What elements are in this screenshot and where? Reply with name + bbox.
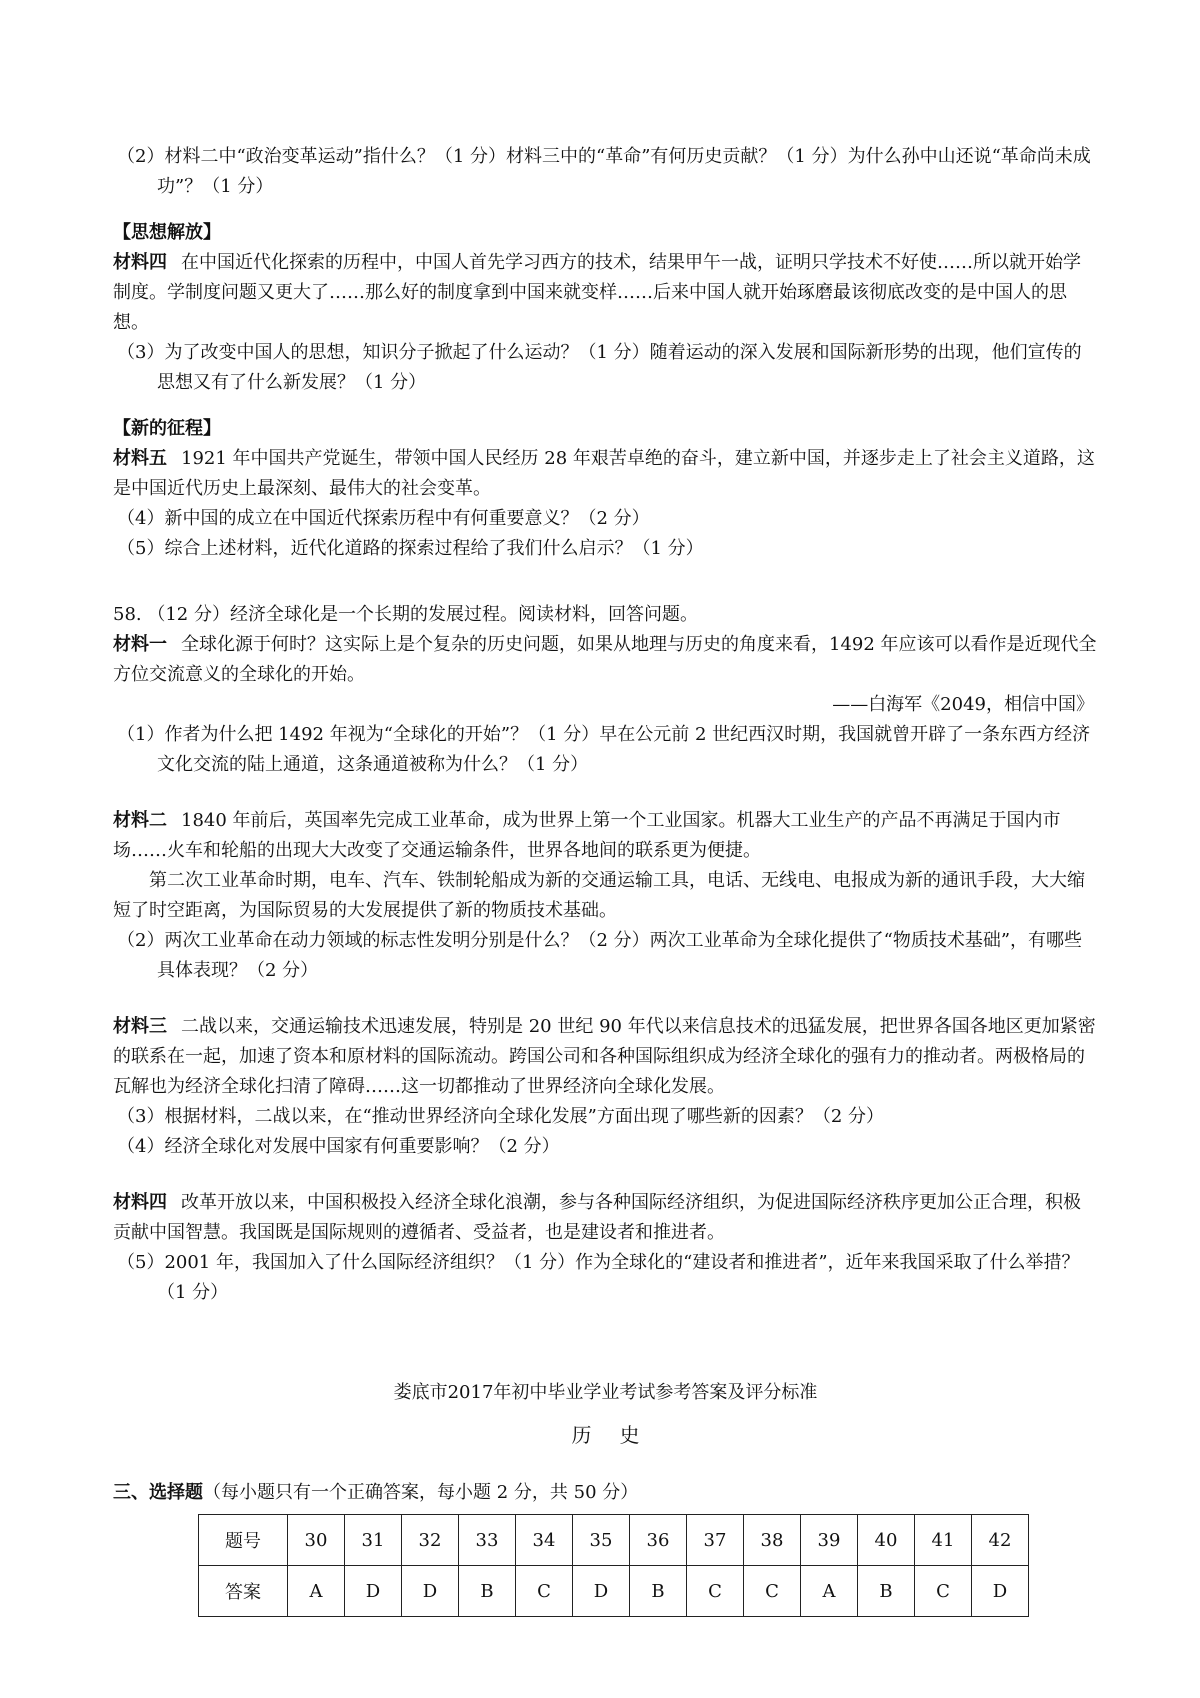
answer-cell: C: [744, 1566, 801, 1617]
material-text: 在中国近代化探索的历程中，中国人首先学习西方的技术，结果甲午一战，证明只学技术不好使……所以就开始学制度。学制度问题又更大了……那么好的制度拿到中国来就变样……后来中国人就开始琢磨最该彻底改变的是中国人的思想。: [113, 252, 1081, 333]
material-5: [113, 444, 1098, 504]
material-text: 全球化源于何时？这实际上是个复杂的历史问题，如果从地理与历史的角度来看，1492 年应该可以看作是近现代全方位交流意义的全球化的开始。: [113, 634, 1097, 685]
q57-question-4: （4）新中国的成立在中国近代探索历程中有何重要意义？（2 分）: [117, 508, 650, 529]
answer-cell: C: [687, 1566, 744, 1617]
answer-cell: D: [972, 1566, 1029, 1617]
material-4: [113, 248, 1098, 338]
question-number-cell: 40: [858, 1515, 915, 1566]
material-label: 材料四: [113, 252, 167, 273]
question-number-cell: 30: [288, 1515, 345, 1566]
q58-material-4: [113, 1188, 1098, 1248]
material-text: 二战以来，交通运输技术迅速发展，特别是 20 世纪 90 年代以来信息技术的迅猛发展，把世界各国各地区更加紧密的联系在一起，加速了资本和原材料的国际流动。跨国公司和各种国际组织成为经济全球化的强有力的推动者。两极格局的瓦解也为经济全球化扫清了障碍……这一切都推动了世界经济向全球化发展。: [113, 1016, 1096, 1097]
material-label: 材料五: [113, 448, 167, 469]
answer-cell: D: [402, 1566, 459, 1617]
q58-question-5: （5）2001 年，我国加入了什么国际经济组织？（1 分）作为全球化的“建设者和推进者”，近年来我国采取了什么举措？（1 分）: [117, 1252, 1080, 1303]
answer-cell: D: [345, 1566, 402, 1617]
material-label: 材料一: [113, 634, 167, 655]
q58-material-1: [113, 630, 1098, 690]
material-source: ——白海军《2049，相信中国》: [832, 694, 1094, 715]
answer-row: [199, 1566, 1029, 1617]
answer-cell: B: [630, 1566, 687, 1617]
page-content: [113, 142, 1098, 1617]
material-text: 1840 年前后，英国率先完成工业革命，成为世界上第一个工业国家。机器大工业生产的产品不再满足于国内市场……火车和轮船的出现大大改变了交通运输条件，世界各地间的联系更为便捷。: [113, 810, 1061, 861]
section-note: （每小题只有一个正确答案，每小题 2 分，共 50 分）: [203, 1482, 639, 1503]
answer-cell: B: [459, 1566, 516, 1617]
q58-question-1: （1）作者为什么把 1492 年视为“全球化的开始”？（1 分）早在公元前 2 世纪西汉时期，我国就曾开辟了一条东西方经济文化交流的陆上通道，这条通道被称为什么？（1 分）: [117, 724, 1091, 775]
answer-key-title: 娄底市2017年初中毕业学业考试参考答案及评分标准: [393, 1382, 818, 1403]
question-number-cell: 37: [687, 1515, 744, 1566]
question-number-cell: 36: [630, 1515, 687, 1566]
row-header-number: 题号: [199, 1515, 288, 1566]
question-number-cell: 34: [516, 1515, 573, 1566]
q58-material-3: [113, 1012, 1098, 1102]
question-number-row: [199, 1515, 1029, 1566]
material-label: 材料四: [113, 1192, 167, 1213]
row-header-answer: 答案: [199, 1566, 288, 1617]
section-label: 三、选择题: [113, 1482, 203, 1503]
question-number-cell: 35: [573, 1515, 630, 1566]
section-heading-sixiang: 【思想解放】: [113, 222, 221, 243]
material-text: 1921 年中国共产党诞生，带领中国人民经历 28 年艰苦卓绝的奋斗，建立新中国，并逐步走上了社会主义道路，这是中国近代历史上最深刻、最伟大的社会变革。: [113, 448, 1095, 499]
section-heading-xinzhengcheng: 【新的征程】: [113, 418, 221, 439]
answer-cell: A: [801, 1566, 858, 1617]
answer-table: [198, 1514, 1029, 1617]
question-number-cell: 42: [972, 1515, 1029, 1566]
question-number-cell: 31: [345, 1515, 402, 1566]
question-number-cell: 33: [459, 1515, 516, 1566]
choice-section-heading: [113, 1478, 1098, 1508]
material-label: 材料三: [113, 1016, 167, 1037]
material-text: 改革开放以来，中国积极投入经济全球化浪潮，参与各种国际经济组织，为促进国际经济秩序更加公正合理，积极贡献中国智慧。我国既是国际规则的遵循者、受益者，也是建设者和推进者。: [113, 1192, 1081, 1243]
answer-cell: A: [288, 1566, 345, 1617]
answer-cell: D: [573, 1566, 630, 1617]
q58-material-2: [113, 806, 1098, 866]
question-number-cell: 38: [744, 1515, 801, 1566]
q57-question-3: （3）为了改变中国人的思想，知识分子掀起了什么运动？（1 分）随着运动的深入发展和国际新形势的出现，他们宣传的思想又有了什么新发展？（1 分）: [117, 342, 1082, 393]
q58-intro: 58. （12 分）经济全球化是一个长期的发展过程。阅读材料，回答问题。: [113, 604, 698, 625]
question-number-cell: 32: [402, 1515, 459, 1566]
material-label: 材料二: [113, 810, 167, 831]
q57-question-2: （2）材料二中“政治变革运动”指什么？（1 分）材料三中的“革命”有何历史贡献？（1 分）为什么孙中山还说“革命尚未成功”？（1 分）: [117, 146, 1091, 197]
q58-question-2: （2）两次工业革命在动力领域的标志性发明分别是什么？（2 分）两次工业革命为全球化提供了“物质技术基础”，有哪些具体表现？（2 分）: [117, 930, 1083, 981]
question-number-cell: 39: [801, 1515, 858, 1566]
answer-key-subject: 历史: [571, 1423, 668, 1447]
answer-cell: B: [858, 1566, 915, 1617]
q58-material-2-paragraph-2: 第二次工业革命时期，电车、汽车、铁制轮船成为新的交通运输工具，电话、无线电、电报成为新的通讯手段，大大缩短了时空距离，为国际贸易的大发展提供了新的物质技术基础。: [113, 870, 1085, 921]
answer-cell: C: [516, 1566, 573, 1617]
q57-question-5: （5）综合上述材料，近代化道路的探索过程给了我们什么启示？（1 分）: [117, 538, 704, 559]
answer-cell: C: [915, 1566, 972, 1617]
question-number-cell: 41: [915, 1515, 972, 1566]
q58-question-4: （4）经济全球化对发展中国家有何重要影响？（2 分）: [117, 1136, 560, 1157]
q58-question-3: （3）根据材料，二战以来，在“推动世界经济向全球化发展”方面出现了哪些新的因素？（2 分）: [117, 1106, 885, 1127]
